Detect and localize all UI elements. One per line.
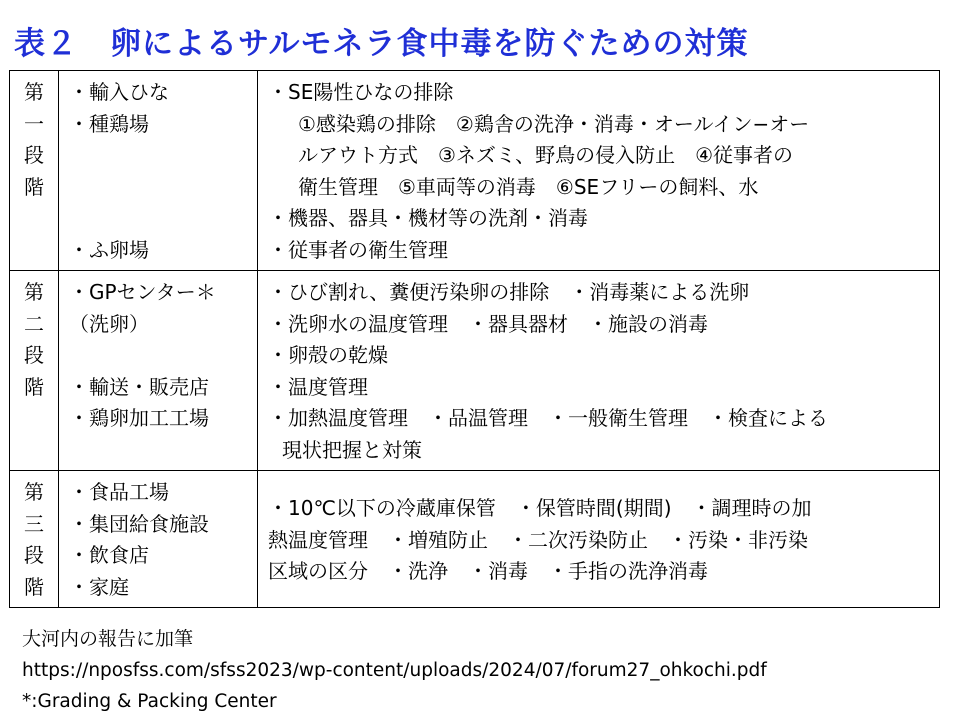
place-item: ・GPセンター＊ xyxy=(69,280,216,304)
place-cell xyxy=(59,271,258,471)
measure-item: ・10℃以下の冷蔵庫保管 ・保管時間(期間) ・調理時の加 xyxy=(268,496,812,520)
measure-cell xyxy=(258,471,940,608)
measure-item: ・機器、器具・機材等の洗剤・消毒 xyxy=(268,206,588,230)
measure-item: 熱温度管理 ・増殖防止 ・二次汚染防止 ・汚染・非汚染 xyxy=(268,527,808,552)
stage-label: 第一段階 xyxy=(24,80,44,199)
measure-item: ・ひび割れ、糞便汚染卵の排除 ・消毒薬による洗卵 xyxy=(268,280,750,304)
measure-item: ・加熱温度管理 ・品温管理 ・一般衛生管理 ・検査による xyxy=(268,406,828,430)
place-cell xyxy=(59,471,258,608)
measure-cell xyxy=(258,71,940,271)
source-url: https://nposfss.com/sfss2023/wp-content/uploads/2024/07/forum27_ohkochi.pdf xyxy=(22,660,767,681)
page-title: 表２ 卵によるサルモネラ食中毒を防ぐための対策 xyxy=(14,26,749,62)
measure-item: ①感染鶏の排除 ②鶏舎の洗浄・消毒・オールイン−オー xyxy=(298,111,810,136)
place-item: ・ふ卵場 xyxy=(69,237,149,262)
measure-item: ・温度管理 xyxy=(268,374,368,399)
measure-item: ・従事者の衛生管理 xyxy=(268,237,448,262)
measure-item: ルアウト方式 ③ネズミ、野鳥の侵入防止 ④従事者の xyxy=(298,143,794,167)
footnote: *:Grading & Packing Center xyxy=(22,691,277,712)
place-cell xyxy=(59,71,258,271)
place-item: ・輸送・販売店 xyxy=(69,374,209,399)
stage-cell xyxy=(10,71,59,271)
stage-label: 第二段階 xyxy=(24,280,44,399)
footer xyxy=(22,624,767,717)
table-row-stage-3 xyxy=(10,471,940,608)
table-row-stage-1 xyxy=(10,71,940,271)
place-item: ・鶏卵加工工場 xyxy=(69,406,209,430)
place-item: ・食品工場 xyxy=(69,480,169,504)
place-item: ・輸入ひな xyxy=(69,80,169,104)
place-item: （洗卵） xyxy=(69,311,149,336)
measure-item: 区域の区分 ・洗浄 ・消毒 ・手指の洗浄消毒 xyxy=(268,559,708,583)
measure-item: ・洗卵水の温度管理 ・器具器材 ・施設の消毒 xyxy=(268,311,708,336)
place-item: ・家庭 xyxy=(69,574,129,599)
measure-item: 現状把握と対策 xyxy=(282,437,422,462)
place-item: ・集団給食施設 xyxy=(69,511,209,536)
place-item: ・飲食店 xyxy=(69,543,149,567)
measure-item: ・卵殻の乾燥 xyxy=(268,343,388,367)
stage-cell xyxy=(10,271,59,471)
measures-table xyxy=(9,70,940,608)
table-row-stage-2 xyxy=(10,271,940,471)
stage-cell xyxy=(10,471,59,608)
reference-note: 大河内の報告に加筆 xyxy=(22,628,194,650)
measure-item: ・SE陽性ひなの排除 xyxy=(268,80,454,104)
stage-label: 第三段階 xyxy=(24,480,44,599)
measure-cell xyxy=(258,271,940,471)
place-item: ・種鶏場 xyxy=(69,111,149,136)
measure-item: 衛生管理 ⑤車両等の消毒 ⑥SEフリーの飼料、水 xyxy=(298,174,759,199)
